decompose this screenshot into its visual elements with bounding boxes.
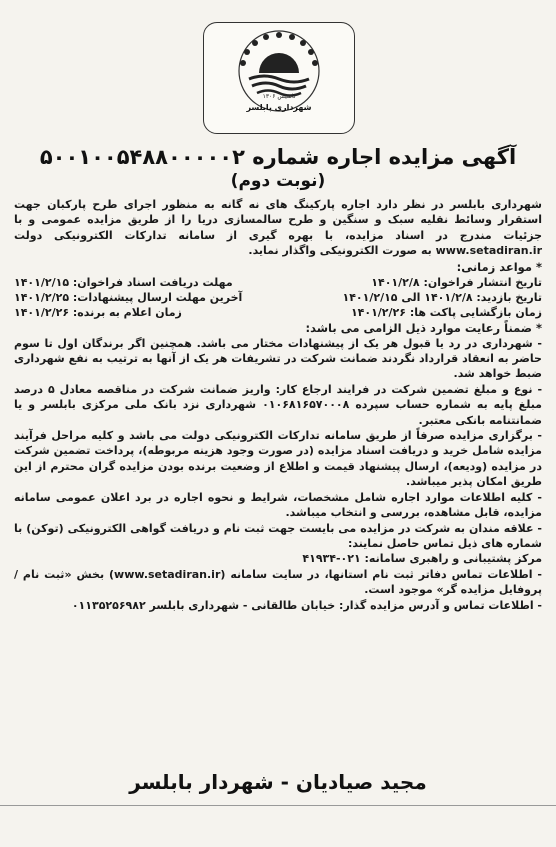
timing-item: مهلت دریافت اسناد فراخوان: ۱۴۰۱/۲/۱۵ <box>14 275 233 289</box>
timing-row <box>14 275 542 290</box>
notice-subtitle: (نوبت دوم) <box>230 171 326 191</box>
note-paragraph: - کلیه اطلاعات موارد اجاره شامل مشخصات، شرایط و نحوه اجاره در برد اعلان عمومی سامانه مزایده، قابل مشاهده، بررسی و انتخاب میباشد. <box>14 490 542 520</box>
timing-row <box>14 290 542 305</box>
divider <box>0 805 556 806</box>
established-year: تاسیس ۱۳۰۶ <box>262 93 296 100</box>
timing-item: آخرین مهلت ارسال پیشنهادات: ۱۴۰۱/۲/۲۵ <box>14 290 243 304</box>
note-paragraph <box>14 382 542 428</box>
notice-title: آگهی مزایده اجاره شماره ۵۰۰۱۰۰۵۴۸۸۰۰۰۰۰۲ <box>39 145 517 169</box>
municipality-logo <box>203 22 355 134</box>
support-line: مرکز پشتیبانی و راهبری سامانه: ۰۲۱-۴۱۹۳۴ <box>302 552 542 566</box>
sun-waves-emblem-icon <box>204 23 354 133</box>
timing-heading: * مواعد زمانی: <box>456 259 542 274</box>
timing-item: زمان بازگشایی پاکت ها: ۱۴۰۱/۲/۲۶ <box>350 305 542 319</box>
guarantee-text: واریز ضمانت شرکت در مناقصه معادل ۵ درصد مبلغ پایه به شماره حساب سپرده ۰۱۰۶۸۱۶۵۷۰۰۰۸ شهرداری نزد بانک ملی مرکزی بابلسر و یا ضمانتنامه بانکی معتبر. <box>14 382 542 427</box>
signature: مجید صیادیان - شهردار بابلسر <box>129 770 427 794</box>
note-paragraph: - اطلاعات تماس و آدرس مزایده گذار: خیابان طالقانی - شهرداری بابلسر ۰۱۱۳۵۲۵۶۹۸۲ <box>71 598 542 612</box>
note-paragraph: - اطلاعات تماس دفاتر ثبت نام استانها، در سایت سامانه (www.setadiran.ir) بخش «ثبت نام / پروفایل مزایده گر» موجود است. <box>14 567 542 597</box>
notice-body <box>14 144 542 613</box>
timing-item: تاریخ انتشار فراخوان: ۱۴۰۱/۲/۸ <box>371 275 542 289</box>
intro-paragraph: شهرداری بابلسر در نظر دارد اجاره پارکینگ های نه گانه به منظور اجرای طرح پارکبان جهت استقرار وسائط نقلیه سبک و سنگین و طرح سالمسازی دریا را از طریق مزایده عمومی و با جزئیات مندرج در اسناد مزایده، با بهره گیری از سامانه تدارکات الکترونیکی دولت www.setadiran.ir به صورت الکترونیکی واگذار نماید. <box>14 198 542 258</box>
note-paragraph: - برگزاری مزایده صرفاً از طریق سامانه تدارکات الکترونیکی دولت می باشد و کلیه مراحل فرآیند مزایده شامل خرید و دریافت اسناد مزایده (در صورت وجود هزینه مربوطه)، پرداخت تضمین شرکت در مزایده (ودیعه)، ارسال پیشنهاد قیمت و اطلاع از وضعیت برنده بودن مزایده گران محترم از این طریق امکان پذیر میباشد. <box>14 429 542 489</box>
municipality-name: شهرداری بابلسر <box>246 103 312 112</box>
timing-item: تاریخ بازدید: ۱۴۰۱/۲/۸ الی ۱۴۰۱/۲/۱۵ <box>342 290 542 304</box>
timing-item: زمان اعلام به برنده: ۱۴۰۱/۲/۲۶ <box>14 305 182 319</box>
timing-row <box>14 305 542 320</box>
notes-heading: * ضمناً رعایت موارد ذیل الزامی می باشد: <box>305 320 542 335</box>
guarantee-heading: - نوع و مبلغ تضمین شرکت در فرایند ارجاع کار: <box>275 382 543 396</box>
note-paragraph: - علاقه مندان به شرکت در مزایده می بایست جهت ثبت نام و دریافت گواهی الکترونیکی (توکن) با شماره های ذیل تماس حاصل نمایند: <box>14 521 542 550</box>
note-paragraph: - شهرداری در رد یا قبول هر یک از پیشنهادات مختار می باشد. همچنین اگر برندگان اول تا سوم حاضر به انعقاد قرارداد نگردند ضمانت شرکت در تشریفات هر یک از آنها به ترتیب به نفع شهرداری ضبط خواهد شد. <box>14 336 542 381</box>
